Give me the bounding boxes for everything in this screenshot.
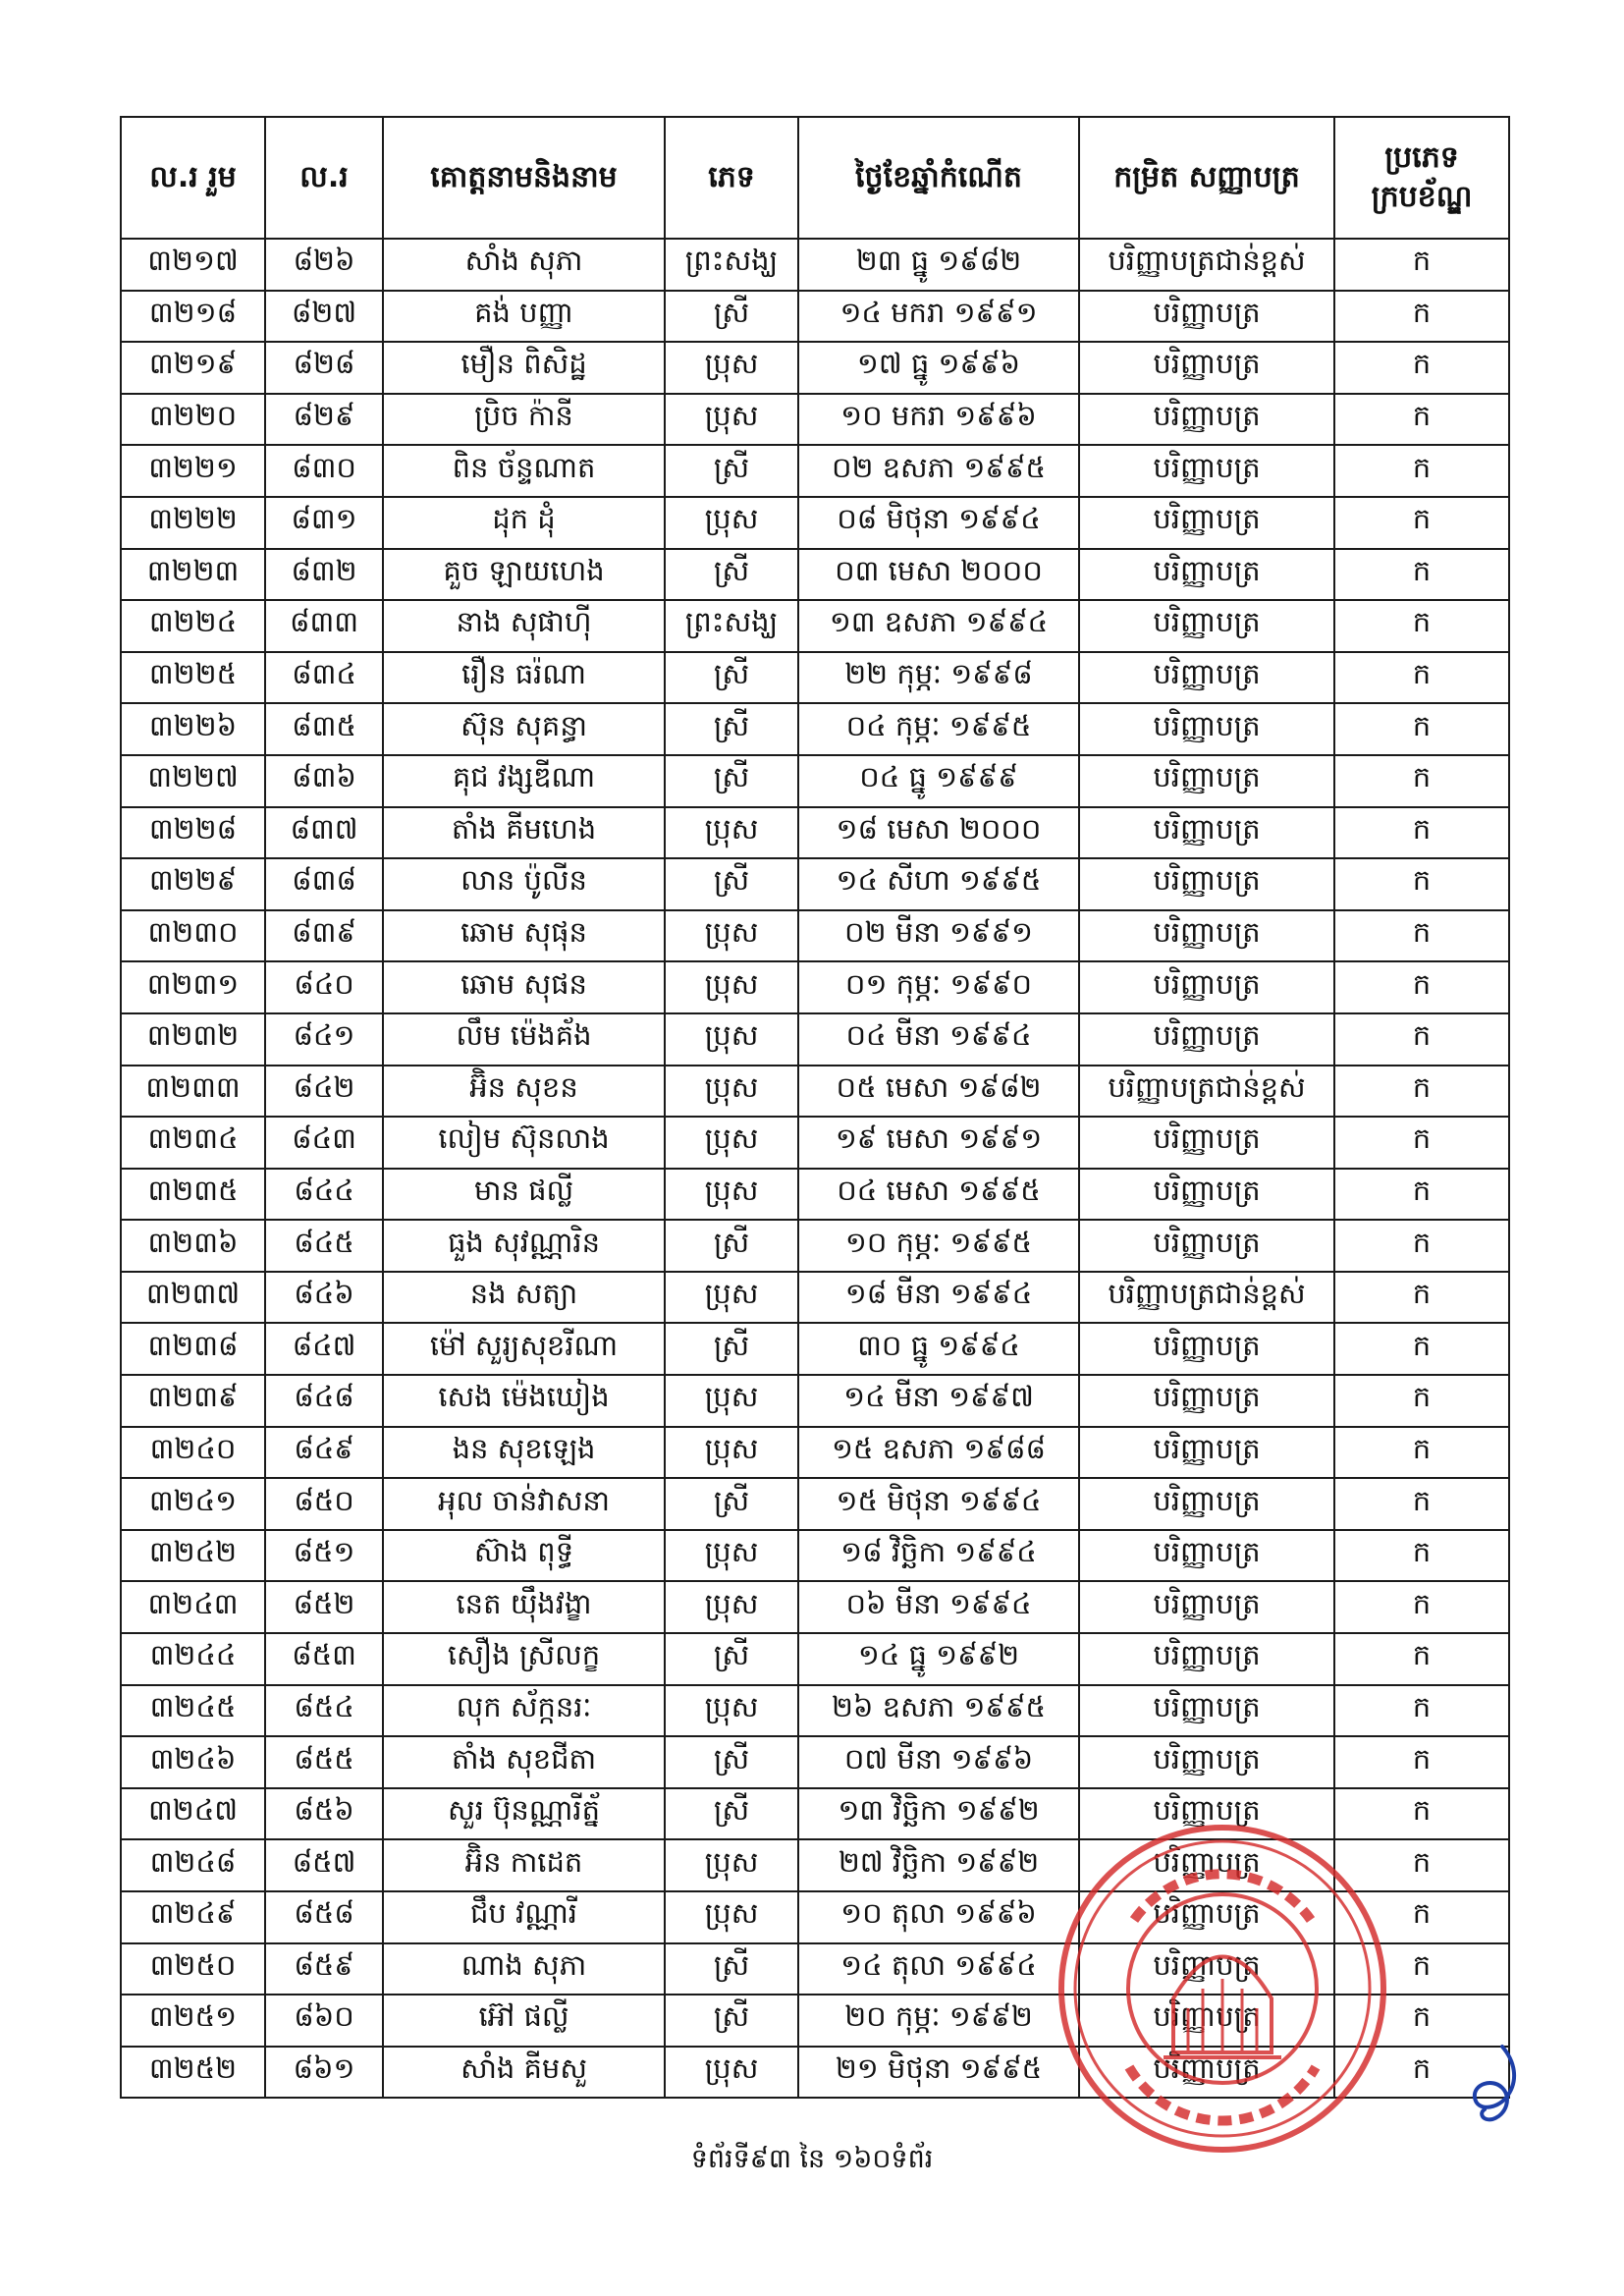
cell-seq: ៨៣៦: [265, 755, 383, 807]
table-row: [121, 1066, 1509, 1118]
cell-seq: ៨៥១: [265, 1530, 383, 1582]
page-number-footer: ទំព័រទី៩៣ នៃ ១៦០ទំព័រ: [690, 2144, 934, 2174]
cell-name: សឿង ស្រីលក្ខ: [383, 1633, 665, 1685]
cell-sex: ប្រុស: [665, 1891, 798, 1943]
cell-degree: បរិញ្ញាបត្រ: [1079, 1427, 1334, 1479]
cell-seq-all: ៣២៣២: [121, 1013, 265, 1066]
cell-dob: ១៥ ឧសភា ១៩៨៨: [798, 1427, 1079, 1479]
table-row: [121, 1478, 1509, 1530]
cell-sex: ប្រុស: [665, 1272, 798, 1324]
cell-category: ក: [1334, 1169, 1509, 1221]
cell-degree: បរិញ្ញាបត្រ: [1079, 1169, 1334, 1221]
cell-name: ជឹប វណ្ណារី: [383, 1891, 665, 1943]
cell-seq-all: ៣២៥២: [121, 2047, 265, 2099]
cell-seq-all: ៣២៣៦: [121, 1220, 265, 1272]
cell-category: ក: [1334, 703, 1509, 755]
cell-sex: ស្រី: [665, 291, 798, 343]
cell-degree: បរិញ្ញាបត្រ: [1079, 807, 1334, 859]
table-row: [121, 1530, 1509, 1582]
cell-seq: ៨៥២: [265, 1581, 383, 1633]
cell-category: ក: [1334, 342, 1509, 394]
cell-degree: បរិញ្ញាបត្រ: [1079, 1581, 1334, 1633]
cell-seq: ៨៥៦: [265, 1788, 383, 1840]
cell-name: លៀម ស៊ុនលាង: [383, 1117, 665, 1169]
cell-seq-all: ៣២៤៦: [121, 1736, 265, 1788]
table-row: [121, 1169, 1509, 1221]
cell-seq: ៨៦១: [265, 2047, 383, 2099]
cell-category: ក: [1334, 1633, 1509, 1685]
cell-seq: ៨៥៩: [265, 1943, 383, 1995]
cell-degree: បរិញ្ញាបត្រ: [1079, 1375, 1334, 1427]
cell-seq: ៨៣៨: [265, 858, 383, 910]
cell-category: ក: [1334, 2047, 1509, 2099]
cell-category: ក: [1334, 239, 1509, 291]
cell-sex: ប្រុស: [665, 1427, 798, 1479]
cell-category: ក: [1334, 1272, 1509, 1324]
cell-sex: ប្រុស: [665, 342, 798, 394]
signature-mark: [1463, 2041, 1526, 2125]
cell-sex: ព្រះសង្ឃ: [665, 239, 798, 291]
table-row: [121, 652, 1509, 704]
cell-degree: បរិញ្ញាបត្រ: [1079, 755, 1334, 807]
cell-seq: ៨៤២: [265, 1066, 383, 1118]
table-row: [121, 703, 1509, 755]
table-row: [121, 961, 1509, 1013]
cell-name: តាំង គីមហេង: [383, 807, 665, 859]
cell-seq-all: ៣២៣៥: [121, 1169, 265, 1221]
cell-degree: បរិញ្ញាបត្រ: [1079, 961, 1334, 1013]
cell-category: ក: [1334, 445, 1509, 497]
cell-category: ក: [1334, 910, 1509, 962]
cell-dob: ២៣ ធ្នូ ១៩៨២: [798, 239, 1079, 291]
cell-category: ក: [1334, 961, 1509, 1013]
cell-name: នាង សុផាហ៊ី: [383, 600, 665, 652]
cell-dob: ១៤ មករា ១៩៩១: [798, 291, 1079, 343]
table-row: [121, 600, 1509, 652]
table-row: [121, 394, 1509, 446]
cell-seq: ៨៥៣: [265, 1633, 383, 1685]
cell-degree: បរិញ្ញាបត្រ: [1079, 342, 1334, 394]
cell-name: រឿន ធរ៉ណា: [383, 652, 665, 704]
cell-degree: បរិញ្ញាបត្រ: [1079, 1478, 1334, 1530]
table-row: [121, 549, 1509, 601]
cell-name: ស៊ាង ពុទ្ធី: [383, 1530, 665, 1582]
cell-category: ក: [1334, 1839, 1509, 1891]
cell-name: ម៉ៅ សួរ្យសុខរីណា: [383, 1323, 665, 1375]
table-row: [121, 239, 1509, 291]
cell-name: អុល ចាន់វាសនា: [383, 1478, 665, 1530]
header-category: ប្រភេទ ក្របខ័ណ្ឌ: [1334, 117, 1509, 239]
cell-name: គួច ឡាយហេង: [383, 549, 665, 601]
cell-seq: ៨២៩: [265, 394, 383, 446]
cell-category: ក: [1334, 1117, 1509, 1169]
table-row: [121, 910, 1509, 962]
cell-seq-all: ៣២៤៩: [121, 1891, 265, 1943]
cell-sex: ប្រុស: [665, 807, 798, 859]
table-row: [121, 1220, 1509, 1272]
cell-category: ក: [1334, 1066, 1509, 1118]
cell-dob: ១០ មករា ១៩៩៦: [798, 394, 1079, 446]
cell-seq-all: ៣២៤២: [121, 1530, 265, 1582]
cell-name: អ៊ៅ ផល្លី: [383, 1995, 665, 2047]
cell-degree: បរិញ្ញាបត្រ: [1079, 549, 1334, 601]
cell-seq: ៨៤១: [265, 1013, 383, 1066]
cell-category: ក: [1334, 600, 1509, 652]
cell-name: លឹម ម៉េងគ័ង: [383, 1013, 665, 1066]
cell-sex: ប្រុស: [665, 497, 798, 549]
cell-seq: ៨៥០: [265, 1478, 383, 1530]
cell-seq: ៨២៧: [265, 291, 383, 343]
cell-sex: ប្រុស: [665, 1013, 798, 1066]
cell-name: សាំង សុភា: [383, 239, 665, 291]
cell-sex: ស្រី: [665, 858, 798, 910]
cell-dob: ០៥ មេសា ១៩៨២: [798, 1066, 1079, 1118]
cell-seq: ៨៤៨: [265, 1375, 383, 1427]
cell-name: ធួង សុវណ្ណារិន: [383, 1220, 665, 1272]
cell-dob: ០៤ កុម្ភៈ ១៩៩៥: [798, 703, 1079, 755]
cell-seq: ៨៣០: [265, 445, 383, 497]
table-row: [121, 1272, 1509, 1324]
cell-dob: ០២ មីនា ១៩៩១: [798, 910, 1079, 962]
cell-name: លុក ស័ក្កនរៈ: [383, 1685, 665, 1737]
cell-dob: ០៦ មីនា ១៩៩៤: [798, 1581, 1079, 1633]
cell-seq: ៨៤៤: [265, 1169, 383, 1221]
cell-seq-all: ៣២៣៣: [121, 1066, 265, 1118]
cell-category: ក: [1334, 497, 1509, 549]
cell-seq: ៨៤៩: [265, 1427, 383, 1479]
cell-category: ក: [1334, 1891, 1509, 1943]
cell-category: ក: [1334, 1375, 1509, 1427]
cell-degree: បរិញ្ញាបត្រ: [1079, 291, 1334, 343]
cell-seq: ៨៤៦: [265, 1272, 383, 1324]
cell-degree: បរិញ្ញាបត្រ: [1079, 394, 1334, 446]
cell-dob: ១៤ ធ្នូ ១៩៩២: [798, 1633, 1079, 1685]
table-row: [121, 1375, 1509, 1427]
cell-seq-all: ៣២៤៧: [121, 1788, 265, 1840]
cell-category: ក: [1334, 1530, 1509, 1582]
cell-sex: ស្រី: [665, 445, 798, 497]
cell-dob: ២០ កុម្ភៈ ១៩៩២: [798, 1995, 1079, 2047]
cell-seq-all: ៣២១៩: [121, 342, 265, 394]
cell-degree: បរិញ្ញាបត្រ: [1079, 1788, 1334, 1840]
cell-name: ណាង សុភា: [383, 1943, 665, 1995]
cell-seq-all: ៣២១៧: [121, 239, 265, 291]
cell-dob: ០៤ ធ្នូ ១៩៩៩: [798, 755, 1079, 807]
cell-seq-all: ៣២៣៧: [121, 1272, 265, 1324]
cell-dob: ៣០ ធ្នូ ១៩៩៤: [798, 1323, 1079, 1375]
table-row: [121, 1736, 1509, 1788]
cell-category: ក: [1334, 1220, 1509, 1272]
cell-seq-all: ៣២៤៣: [121, 1581, 265, 1633]
cell-degree: បរិញ្ញាបត្រ: [1079, 600, 1334, 652]
cell-seq: ៨២៨: [265, 342, 383, 394]
cell-degree: បរិញ្ញាបត្រ: [1079, 1685, 1334, 1737]
cell-dob: ០៤ មេសា ១៩៩៥: [798, 1169, 1079, 1221]
cell-sex: ស្រី: [665, 1633, 798, 1685]
cell-seq-all: ៣២៥០: [121, 1943, 265, 1995]
table-row: [121, 807, 1509, 859]
cell-category: ក: [1334, 652, 1509, 704]
cell-degree: បរិញ្ញាបត្រ: [1079, 1995, 1334, 2047]
cell-seq: ៨៤៣: [265, 1117, 383, 1169]
header-seq-all: ល.រ រួម: [121, 117, 265, 239]
cell-sex: ស្រី: [665, 1736, 798, 1788]
cell-degree: បរិញ្ញាបត្រ: [1079, 1891, 1334, 1943]
cell-seq-all: ៣២៣៤: [121, 1117, 265, 1169]
cell-seq-all: ៣២៣៨: [121, 1323, 265, 1375]
cell-name: នង សត្យា: [383, 1272, 665, 1324]
cell-dob: ០៨ មិថុនា ១៩៩៤: [798, 497, 1079, 549]
table-body: [121, 239, 1509, 2098]
cell-degree: បរិញ្ញាបត្រ: [1079, 858, 1334, 910]
cell-degree: បរិញ្ញាបត្រ: [1079, 1117, 1334, 1169]
cell-seq: ៨៥៧: [265, 1839, 383, 1891]
cell-category: ក: [1334, 807, 1509, 859]
cell-sex: ស្រី: [665, 1943, 798, 1995]
table-row: [121, 342, 1509, 394]
cell-sex: ស្រី: [665, 1788, 798, 1840]
cell-category: ក: [1334, 1323, 1509, 1375]
cell-degree: បរិញ្ញាបត្រ: [1079, 2047, 1334, 2099]
cell-name: លាន ប៉ូលីន: [383, 858, 665, 910]
cell-name: គង់ បញ្ញា: [383, 291, 665, 343]
cell-sex: ប្រុស: [665, 961, 798, 1013]
cell-sex: ស្រី: [665, 703, 798, 755]
cell-dob: ១៨ មេសា ២០០០: [798, 807, 1079, 859]
cell-sex: ស្រី: [665, 1478, 798, 1530]
cell-category: ក: [1334, 394, 1509, 446]
cell-dob: ១៤ សីហា ១៩៩៥: [798, 858, 1079, 910]
cell-name: អ៊ិន កាដេត: [383, 1839, 665, 1891]
cell-name: សួរ ប៊ុនណ្ណារីត្ន័: [383, 1788, 665, 1840]
cell-dob: ១៨ វិច្ឆិកា ១៩៩៤: [798, 1530, 1079, 1582]
cell-dob: ០៣ មេសា ២០០០: [798, 549, 1079, 601]
table-row: [121, 1685, 1509, 1737]
cell-dob: ០១ កុម្ភៈ ១៩៩០: [798, 961, 1079, 1013]
cell-category: ក: [1334, 549, 1509, 601]
header-degree: កម្រិត សញ្ញាបត្រ: [1079, 117, 1334, 239]
cell-name: ស៊ុន សុគន្ធា: [383, 703, 665, 755]
cell-degree: បរិញ្ញាបត្រ: [1079, 652, 1334, 704]
cell-seq-all: ៣២៣០: [121, 910, 265, 962]
cell-sex: ប្រុស: [665, 910, 798, 962]
cell-name: មឿន ពិសិដ្ឋ: [383, 342, 665, 394]
cell-category: ក: [1334, 1736, 1509, 1788]
cell-name: គុជ វង្សឌីណា: [383, 755, 665, 807]
cell-name: អ៊ិន សុខន: [383, 1066, 665, 1118]
table-row: [121, 1427, 1509, 1479]
cell-dob: ១៥ មិថុនា ១៩៩៤: [798, 1478, 1079, 1530]
cell-sex: ស្រី: [665, 549, 798, 601]
cell-seq: ៨៤៥: [265, 1220, 383, 1272]
cell-seq-all: ៣២៣៩: [121, 1375, 265, 1427]
cell-name: ពិន ច័ន្ទណាត: [383, 445, 665, 497]
cell-name: មាន ផល្លី: [383, 1169, 665, 1221]
cell-seq-all: ៣២៤១: [121, 1478, 265, 1530]
cell-dob: ១៨ មីនា ១៩៩៤: [798, 1272, 1079, 1324]
cell-seq: ៨៣៤: [265, 652, 383, 704]
cell-dob: ២៦ ឧសភា ១៩៩៥: [798, 1685, 1079, 1737]
table-row: [121, 858, 1509, 910]
header-sex: ភេទ: [665, 117, 798, 239]
cell-dob: ១០ កុម្ភៈ ១៩៩៥: [798, 1220, 1079, 1272]
cell-seq: ៨៥៤: [265, 1685, 383, 1737]
cell-degree: បរិញ្ញាបត្រ: [1079, 910, 1334, 962]
cell-dob: ០៧ មីនា ១៩៩៦: [798, 1736, 1079, 1788]
official-seal-stamp: [1056, 1822, 1389, 2156]
cell-seq-all: ៣២២៤: [121, 600, 265, 652]
cell-seq: ៨៤៧: [265, 1323, 383, 1375]
cell-category: ក: [1334, 1943, 1509, 1995]
header-seq: ល.រ: [265, 117, 383, 239]
cell-seq-all: ៣២៤៤: [121, 1633, 265, 1685]
cell-degree: បរិញ្ញាបត្រជាន់ខ្ពស់: [1079, 1272, 1334, 1324]
table-row: [121, 1013, 1509, 1066]
cell-dob: ២២ កុម្ភៈ ១៩៩៨: [798, 652, 1079, 704]
cell-category: ក: [1334, 291, 1509, 343]
cell-category: ក: [1334, 1788, 1509, 1840]
cell-name: ប្រិច ក៉ានី: [383, 394, 665, 446]
cell-sex: ប្រុស: [665, 1375, 798, 1427]
cell-sex: ប្រុស: [665, 394, 798, 446]
cell-seq: ៨៣២: [265, 549, 383, 601]
cell-dob: ១៧ ធ្នូ ១៩៩៦: [798, 342, 1079, 394]
cell-name: ដុក ដុំ: [383, 497, 665, 549]
cell-dob: ០២ ឧសភា ១៩៩៥: [798, 445, 1079, 497]
cell-seq-all: ៣២២៥: [121, 652, 265, 704]
cell-dob: ១៣ ឧសភា ១៩៩៤: [798, 600, 1079, 652]
table-row: [121, 1117, 1509, 1169]
cell-seq: ៨៦០: [265, 1995, 383, 2047]
cell-degree: បរិញ្ញាបត្រ: [1079, 1220, 1334, 1272]
cell-category: ក: [1334, 1995, 1509, 2047]
table-row: [121, 497, 1509, 549]
cell-seq: ៨៤០: [265, 961, 383, 1013]
table-row: [121, 1581, 1509, 1633]
cell-name: សាំង គីមសួ: [383, 2047, 665, 2099]
cell-name: សេង ម៉េងឃៀង: [383, 1375, 665, 1427]
cell-seq-all: ៣២៤០: [121, 1427, 265, 1479]
table-row: [121, 291, 1509, 343]
table-row: [121, 445, 1509, 497]
table-row: [121, 1323, 1509, 1375]
cell-seq-all: ៣២២៣: [121, 549, 265, 601]
cell-seq-all: ៣២៥១: [121, 1995, 265, 2047]
cell-degree: បរិញ្ញាបត្រជាន់ខ្ពស់: [1079, 239, 1334, 291]
cell-sex: ប្រុស: [665, 1581, 798, 1633]
table-row: [121, 1633, 1509, 1685]
cell-sex: ប្រុស: [665, 1530, 798, 1582]
cell-dob: ១៤ មីនា ១៩៩៧: [798, 1375, 1079, 1427]
cell-sex: ប្រុស: [665, 1117, 798, 1169]
cell-seq: ៨៣១: [265, 497, 383, 549]
cell-seq-all: ៣២៤៨: [121, 1839, 265, 1891]
cell-sex: ប្រុស: [665, 2047, 798, 2099]
cell-category: ក: [1334, 755, 1509, 807]
cell-seq-all: ៣២២០: [121, 394, 265, 446]
cell-dob: ០៤ មីនា ១៩៩៤: [798, 1013, 1079, 1066]
cell-seq: ៨២៦: [265, 239, 383, 291]
cell-degree: បរិញ្ញាបត្រ: [1079, 1323, 1334, 1375]
cell-seq-all: ៣២៤៥: [121, 1685, 265, 1737]
header-dob: ថ្ងៃខែឆ្នាំកំណើត: [798, 117, 1079, 239]
cell-seq-all: ៣២២៧: [121, 755, 265, 807]
cell-seq-all: ៣២២១: [121, 445, 265, 497]
table-header-row: [121, 117, 1509, 239]
cell-dob: ១០ តុលា ១៩៩៦: [798, 1891, 1079, 1943]
cell-degree: បរិញ្ញាបត្រ: [1079, 1839, 1334, 1891]
cell-seq-all: ៣២២៩: [121, 858, 265, 910]
cell-degree: បរិញ្ញាបត្រ: [1079, 445, 1334, 497]
cell-degree: បរិញ្ញាបត្រ: [1079, 1943, 1334, 1995]
cell-name: ងន សុខឡេង: [383, 1427, 665, 1479]
cell-name: ឆោម សុផន: [383, 961, 665, 1013]
cell-degree: បរិញ្ញាបត្រ: [1079, 1736, 1334, 1788]
cell-name: នេត យ៉ឹងវង្ខា: [383, 1581, 665, 1633]
cell-seq: ៨៥៥: [265, 1736, 383, 1788]
cell-seq-all: ៣២២២: [121, 497, 265, 549]
cell-category: ក: [1334, 1685, 1509, 1737]
cell-seq: ៨៣៣: [265, 600, 383, 652]
header-name: គោត្តនាមនិងនាម: [383, 117, 665, 239]
cell-seq-all: ៣២១៨: [121, 291, 265, 343]
table-row: [121, 755, 1509, 807]
cell-sex: ព្រះសង្ឃ: [665, 600, 798, 652]
cell-seq-all: ៣២២៨: [121, 807, 265, 859]
cell-seq: ៨៣៥: [265, 703, 383, 755]
cell-degree: បរិញ្ញាបត្រ: [1079, 1530, 1334, 1582]
cell-name: ឆោម សុផុន: [383, 910, 665, 962]
cell-dob: ១៣ វិច្ឆិកា ១៩៩២: [798, 1788, 1079, 1840]
cell-dob: ២១ មិថុនា ១៩៩៥: [798, 2047, 1079, 2099]
cell-sex: ប្រុស: [665, 1685, 798, 1737]
cell-category: ក: [1334, 858, 1509, 910]
cell-dob: ១៩ មេសា ១៩៩១: [798, 1117, 1079, 1169]
cell-category: ក: [1334, 1478, 1509, 1530]
cell-name: តាំង សុខជីតា: [383, 1736, 665, 1788]
cell-degree: បរិញ្ញាបត្រ: [1079, 1633, 1334, 1685]
cell-sex: ប្រុស: [665, 1066, 798, 1118]
cell-seq: ៨៣៧: [265, 807, 383, 859]
cell-sex: ស្រី: [665, 1995, 798, 2047]
cell-sex: ស្រី: [665, 652, 798, 704]
cell-dob: ២៧ វិច្ឆិកា ១៩៩២: [798, 1839, 1079, 1891]
roster-table: [120, 116, 1510, 2099]
cell-category: ក: [1334, 1013, 1509, 1066]
cell-seq: ៨៥៨: [265, 1891, 383, 1943]
cell-degree: បរិញ្ញាបត្រជាន់ខ្ពស់: [1079, 1066, 1334, 1118]
cell-degree: បរិញ្ញាបត្រ: [1079, 703, 1334, 755]
cell-degree: បរិញ្ញាបត្រ: [1079, 1013, 1334, 1066]
cell-sex: ប្រុស: [665, 1169, 798, 1221]
cell-sex: ស្រី: [665, 755, 798, 807]
cell-seq-all: ៣២៣១: [121, 961, 265, 1013]
cell-seq-all: ៣២២៦: [121, 703, 265, 755]
cell-category: ក: [1334, 1427, 1509, 1479]
cell-sex: ប្រុស: [665, 1839, 798, 1891]
cell-seq: ៨៣៩: [265, 910, 383, 962]
cell-degree: បរិញ្ញាបត្រ: [1079, 497, 1334, 549]
cell-sex: ស្រី: [665, 1323, 798, 1375]
cell-sex: ស្រី: [665, 1220, 798, 1272]
cell-dob: ១៤ តុលា ១៩៩៤: [798, 1943, 1079, 1995]
cell-category: ក: [1334, 1581, 1509, 1633]
